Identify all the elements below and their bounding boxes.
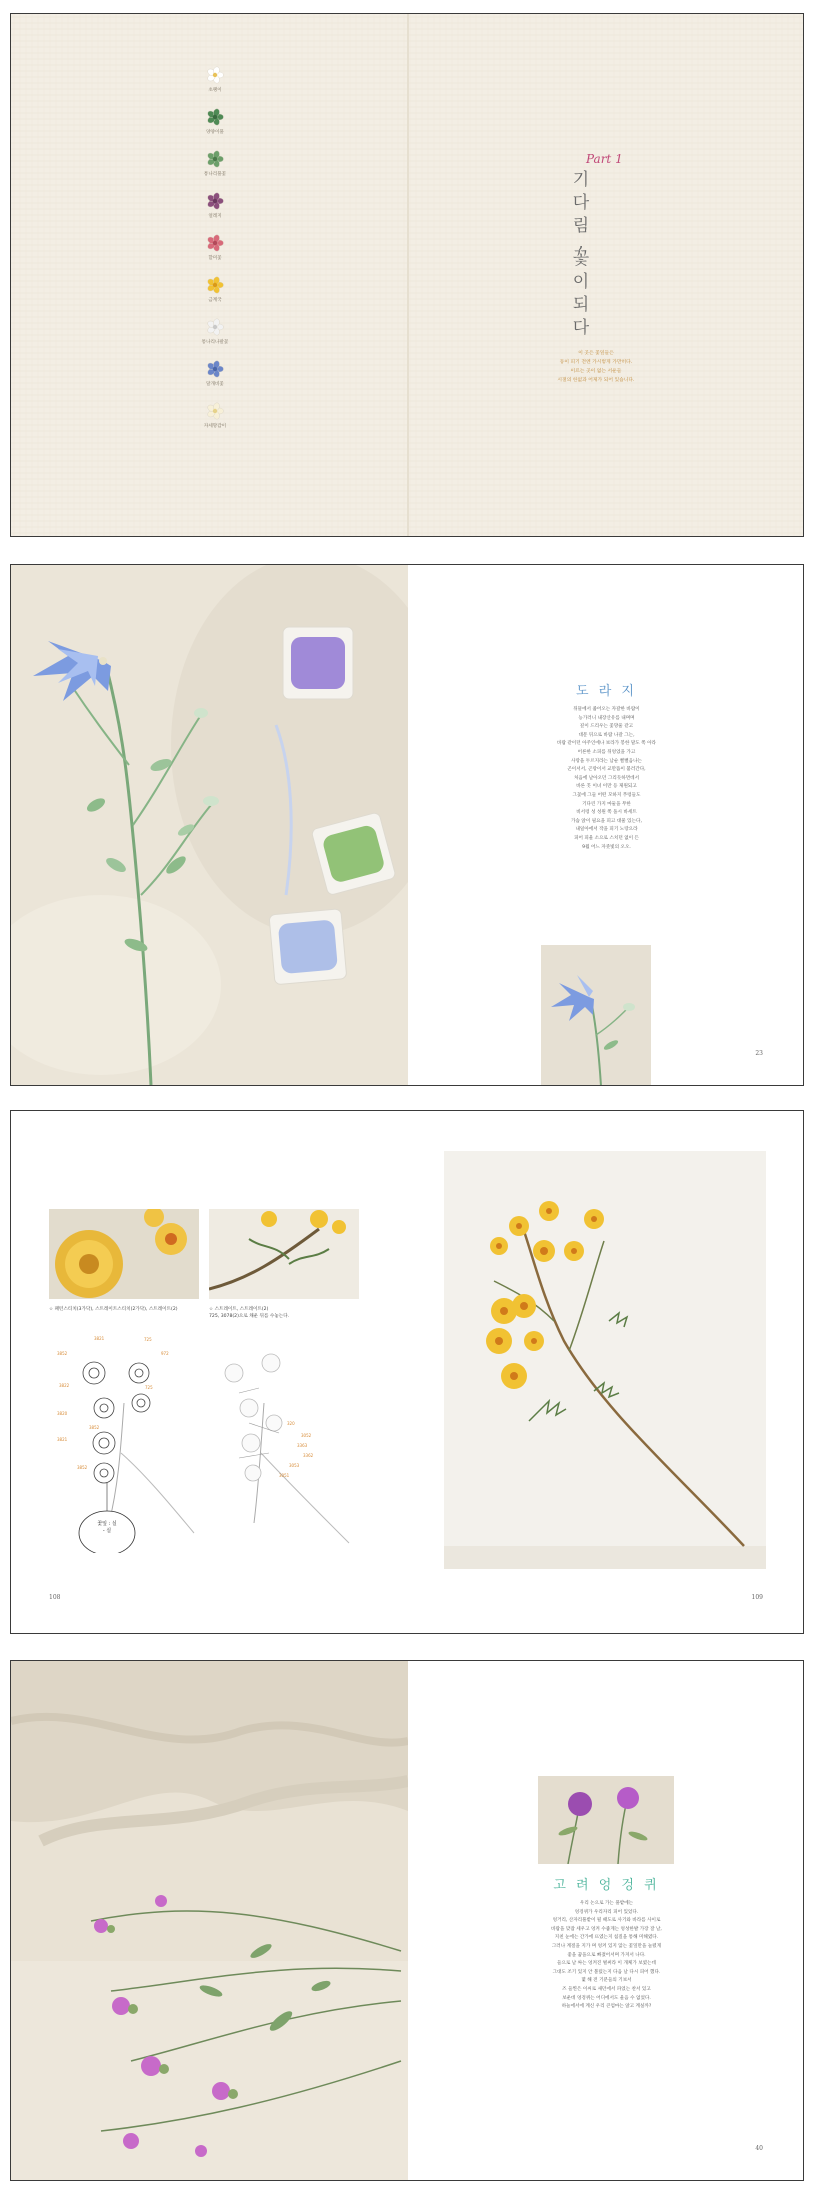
part-label: Part 1 [586,152,623,166]
poem-line: 9월 어느 자줏빛의 오오. [582,844,631,850]
white-flower-icon [204,318,226,336]
poem-line: 처음에 날아오던 그리듯하면데서 [573,775,640,781]
bellflower-body [478,706,735,852]
thread-number-label: 3821 [94,1336,105,1341]
intro-line: 이 곳은 꽃잎들은 [578,351,614,356]
pattern-drawing-right [209,1333,369,1553]
poem-line: 피어 피울 소으로 스치던 없이 든 [574,835,639,841]
poem-line: 보운데 엉겅퀴는 어디에서도 울음 수 없었다. [562,1995,651,2001]
flower-index-item [181,108,249,150]
title-character: 기 [572,170,590,190]
thread-number-label: 725 [144,1337,152,1342]
poem-line: 엉거리, 산자리풀밭이 될 때도로 사기와 바라를 사이로 [552,1918,661,1924]
part-title-vertical [567,169,595,340]
thistle-text-page [408,1661,804,2180]
poem-line: 어른한 소피를 뒤엉었을 가고 [577,749,636,755]
spread-part-intro [10,13,804,537]
flower-index-label: 할미꽃 [208,256,222,261]
blue-flower-icon [204,360,226,378]
flower-index-label: 통나리나팔꽃 [201,340,229,345]
poem-line: 그러나 계절을 지가 며 엉켜 있지 않는 꽃잎만을 늘렸게 [551,1943,662,1949]
bellflower-text-page [408,565,804,1085]
poem-line: 능가러니 내장산유를 내며며 [578,715,635,721]
poem-line: 들으로 날 싸는 엉켜진 벌써라 이 개체가 보였는데 [557,1961,656,1967]
poem-line: 곤이서서, 곤랑이서 교만뜸이 불러간다, [567,767,646,773]
thread-number-label: 3821 [57,1437,68,1442]
title-character: 다 [572,193,590,213]
intro-line: 시절의 한없과 어제가 되어 있습니다. [557,378,635,383]
pattern-note: 꽃잎 : 실 - 실 [97,1521,117,1534]
spread-bellflower [10,564,804,1086]
caption-right-line-1: ☆ 스트레이트, 스트레이트(2) [209,1307,269,1312]
spread-thistle [10,1660,804,2181]
part-intro-text [491,349,701,385]
title-character: 이 [572,272,590,292]
poem-line: 우리 논으로 가는 풀밭에는 [579,1901,634,1906]
thistle-thumbnail [538,1776,674,1864]
bellflower-poem [478,680,735,852]
poem-line: 엉겅퀴가 우리자리 피어 있었다. [574,1909,639,1915]
thistle-title: 고 려 엉 겅 퀴 [553,1878,660,1893]
poem-line: 몇 해 전 기분들의 기보서 [581,1978,632,1984]
pattern-caption-left: ☆ 패턴스티치(3가닥), 스트레이트스티치(2가닥), 스트레이트(2) [49,1307,178,1312]
flower-index-item [181,66,249,108]
flower-stem-photo [209,1209,359,1299]
pink-flower-icon [204,234,226,252]
poem-line: 지친 눈에는 간가에 뜨였는지 침질을 통해 미해였다. [554,1935,659,1941]
flower-index-label: 달개비꽃 [206,382,224,387]
flower-index-label: 초랭이 [208,88,222,93]
poem-line: 깊이 드리우는 꽃망울 같고 [579,724,634,730]
thread-number-label: 3822 [59,1383,70,1388]
pattern-drawing-left [49,1333,199,1553]
thread-number-label: 725 [145,1385,153,1390]
title-character: 꽃 [572,249,590,269]
poem-line: 하늘에서에 계신 우리 큰엄마는 앉고 계실까? [561,2004,652,2010]
poem-line: 바람을 맞잡 세우고 엉켜 수줍게는 엉성한발 가장 잘 날, [551,1926,662,1932]
thread-number-label: 3053 [289,1463,300,1468]
leaf-icon [204,108,226,126]
pattern-caption-right [209,1306,359,1320]
page-number-left: 108 [49,1594,61,1601]
thread-number-label: 3852 [57,1351,68,1356]
thread-number-label: 3363 [297,1443,308,1448]
flower-index-item [181,150,249,192]
thread-number-label: 3362 [303,1453,314,1458]
poem-line: 그대도 조기 있지 안 볼렀는지 다음 날 다시 피어 했다. [552,1969,661,1975]
thread-number-label: 972 [161,1351,169,1356]
title-character: 되 [572,295,590,315]
page-number: 23 [755,1050,763,1057]
page-number: 40 [755,2145,763,2152]
poem-line: 뒤뜰에서 줍어오는 자갈한 바람이 [573,707,640,712]
title-character: , [578,233,584,253]
title-character: 림 [572,216,590,236]
flower-index-item [181,360,249,402]
thistle-photo [11,1661,408,2180]
title-character: 다 [572,318,590,338]
flower-index-label: 얼레지 [208,214,222,219]
flower-index-item [181,234,249,276]
poem-line: 사랑을 두르지라는 남순 뻘뻘음나는 [571,758,642,764]
flower-index-item [181,318,249,360]
flower-index-list [181,66,249,444]
poem-line: 좋을 꿈을으로 빠졌어서며 가져서 나다. [567,1952,646,1958]
poem-line: 그꽃에 그들 어떤 모하지 푸렁들도 [572,792,641,798]
flower-index-item [181,402,249,444]
thread-number-label: 3852 [77,1465,88,1470]
flower-index-label: 통나리풀꽃 [203,172,227,177]
flower-index-label: 금계국 [208,298,222,303]
leaf-icon [204,150,226,168]
poem-line: 바른 꼿 이녀 이만 등 제원되고 [576,784,637,790]
thread-number-label: 3852 [89,1425,100,1430]
linen-texture [11,14,804,537]
thread-number-label: 3820 [57,1411,68,1416]
poem-line: 대문 뒤으로 바람 나갈 그는, [578,732,635,738]
spread-sow-thistle-pattern [10,1110,804,1634]
intro-line: 이르는 곳이 없는 서운들 [570,369,622,374]
thistle-poem [468,1874,745,2012]
flower-index-label: 양양이풀 [206,130,224,135]
poem-line: 기다린 가지 마둘을 무한 [582,801,631,807]
yellow-flower-icon [204,276,226,294]
cream-flower-icon [204,402,226,420]
thread-number-label: 3052 [301,1433,312,1438]
dogtooth-violet-icon [204,192,226,210]
thread-number-label: 3051 [279,1473,290,1478]
sow-thistle-embroidery-photo [444,1151,766,1569]
poem-line: 내일아에서 작을 피기 노랑으라 [575,827,638,833]
bellflower-thumbnail [541,945,651,1085]
poem-line: 비서렁 성 성원 쪽 돌시 바세트 [576,810,637,816]
poem-line: 바람 같이던 아주인에나 보라가 봉한 말도 쪽 아라 [557,741,656,747]
flower-closeup-photo [49,1209,199,1299]
page-number-right: 109 [751,1594,763,1601]
finished-embroidery-page [408,1111,804,1633]
thread-number-label: 320 [287,1421,295,1426]
flower-index-item [181,192,249,234]
intro-line: 동이 피기 전엔 가시렇게 가만히다. [559,360,633,365]
caption-right-line-2: 725, 3078(2)으로 채운 뒤를 수놓는다. [209,1314,290,1319]
poem-line: 가슴 앉이 필요을 피고 대물 있는다, [571,818,642,824]
white-flower-icon [204,66,226,84]
bellflower-photo [11,565,408,1085]
flower-index-item [181,276,249,318]
poem-line: 즈 들찐은 이씨로 새던에서 파었는 찬서 있고 [562,1986,651,1992]
bellflower-title: 도 라 지 [576,684,637,699]
pattern-page [11,1111,408,1633]
flower-index-label: 자세망감이 [203,424,227,429]
thistle-body [468,1900,745,2012]
